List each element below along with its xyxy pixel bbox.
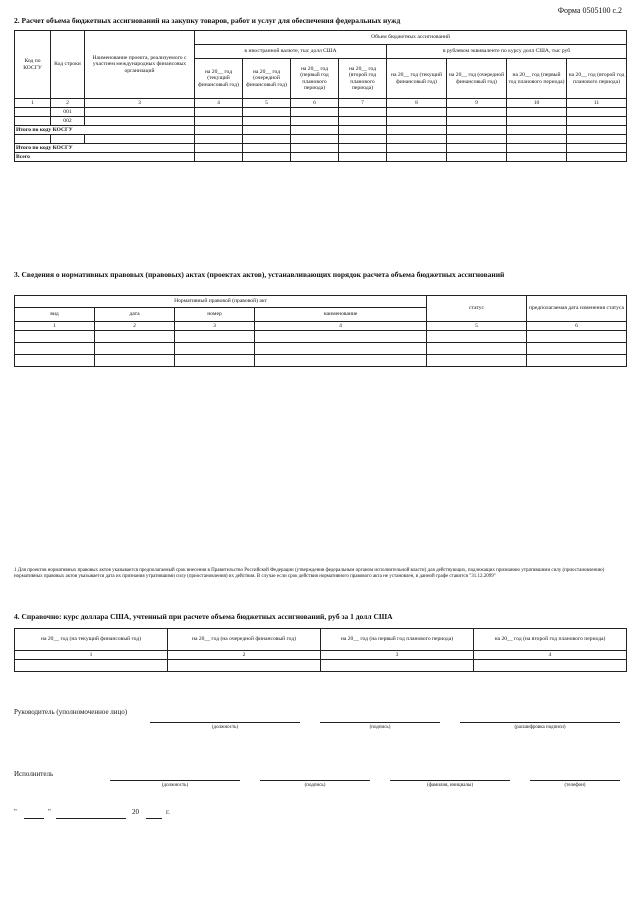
rate-cell[interactable]	[474, 660, 627, 672]
col-num: 4	[255, 322, 427, 331]
table-cell[interactable]	[447, 135, 507, 144]
executor-signature-caption: (подпись)	[304, 783, 326, 788]
table-cell[interactable]	[567, 135, 627, 144]
table-cell[interactable]	[291, 117, 339, 126]
table-cell[interactable]	[427, 355, 527, 367]
table-cell[interactable]	[387, 153, 447, 162]
table-cell[interactable]	[95, 331, 175, 343]
h-rub-first: на 20__ год (первый год планового периода)	[507, 59, 567, 99]
row-code: 002	[51, 117, 85, 126]
rate-cell[interactable]	[168, 660, 321, 672]
section2-table	[14, 30, 627, 162]
h-foreign-second: на 20__ год (второй год планового периода)	[339, 59, 387, 99]
table-cell[interactable]	[175, 343, 255, 355]
col-num: 1	[15, 651, 168, 660]
table-cell[interactable]	[507, 144, 567, 153]
h-kosgu: Код по КОСГУ	[15, 31, 51, 99]
table-cell[interactable]	[243, 108, 291, 117]
grand-total-label: Всего	[15, 153, 195, 162]
table-cell[interactable]	[339, 126, 387, 135]
table-cell[interactable]	[567, 144, 627, 153]
date-open-quote: "	[14, 808, 17, 816]
executor-phone-line[interactable]	[530, 780, 620, 781]
executor-signature-line[interactable]	[260, 780, 370, 781]
col-num: 1	[15, 99, 51, 108]
col-num: 10	[507, 99, 567, 108]
table-cell[interactable]	[567, 153, 627, 162]
col-num: 4	[474, 651, 627, 660]
table-cell[interactable]	[51, 135, 85, 144]
table-cell[interactable]	[15, 343, 95, 355]
table-cell[interactable]	[507, 117, 567, 126]
table-cell[interactable]	[567, 117, 627, 126]
table-cell[interactable]	[507, 108, 567, 117]
section3-table	[14, 295, 627, 367]
h-number: номер	[175, 308, 255, 322]
table-cell[interactable]	[243, 135, 291, 144]
table-cell[interactable]	[567, 126, 627, 135]
table-cell[interactable]	[339, 144, 387, 153]
total-kosgu-label: Итого по коду КОСГУ	[15, 126, 195, 135]
table-cell[interactable]	[255, 355, 427, 367]
head-decoding-line[interactable]	[460, 722, 620, 723]
section4-title: 4. Справочно: курс доллара США, учтенный при расчете объема бюджетных ассигнований, руб за 1 долл США	[14, 612, 393, 621]
footnote: 1 Для проектов нормативных правовых актов указывается предполагаемый срок внесения в Правительство Российской Федерации (утверждения федеральным органом исполнительной власти) для действующих, подлежащих признанию утратившими силу (приостановлению) нормативных правовых актов указывается дата их признания утратившими силу (приостановления) их действия. В случае если срок действия нормативного правового акта не установлен, в данной графе ставится "31.12.2099"	[14, 568, 605, 580]
h-rub-current: на 20__ год (текущий финансовый год)	[387, 59, 447, 99]
table-cell[interactable]	[447, 126, 507, 135]
head-label: Руководитель (уполномоченное лицо)	[14, 708, 128, 716]
head-signature-line[interactable]	[320, 722, 440, 723]
table-cell[interactable]	[527, 343, 627, 355]
table-cell[interactable]	[447, 153, 507, 162]
form-code: Форма 0505100 с.2	[557, 6, 622, 15]
table-cell[interactable]	[291, 153, 339, 162]
h-name: наименование	[255, 308, 427, 322]
table-cell[interactable]	[291, 144, 339, 153]
h-rub-next: на 20__ год (очередной финансовый год)	[447, 59, 507, 99]
rate-cell[interactable]	[321, 660, 474, 672]
col-num: 2	[168, 651, 321, 660]
table-cell[interactable]	[291, 108, 339, 117]
table-cell[interactable]	[195, 153, 243, 162]
h-foreign-current: на 20__ год (текущий финансовый год)	[195, 59, 243, 99]
table-cell[interactable]	[15, 117, 51, 126]
col-num: 8	[387, 99, 447, 108]
table-cell[interactable]	[15, 331, 95, 343]
table-cell[interactable]	[15, 355, 95, 367]
col-num: 11	[567, 99, 627, 108]
h-rate-y2: на 20__ год (на очередной финансовый год)	[168, 629, 321, 651]
table-cell[interactable]	[243, 144, 291, 153]
table-cell[interactable]	[507, 126, 567, 135]
table-cell[interactable]	[339, 153, 387, 162]
executor-label: Исполнитель	[14, 770, 54, 778]
h-foreign-next: на 20__ год (очередной финансовый год)	[243, 59, 291, 99]
executor-fio-caption: (фамилия, инициалы)	[426, 783, 474, 788]
col-num: 3	[85, 99, 195, 108]
col-num: 2	[51, 99, 85, 108]
table-cell[interactable]	[95, 355, 175, 367]
table-cell[interactable]	[95, 343, 175, 355]
table-cell[interactable]	[85, 135, 195, 144]
date-close-quote: "	[48, 808, 51, 816]
h-rate-y1: на 20__ год (на текущий финансовый год)	[15, 629, 168, 651]
table-cell[interactable]	[291, 135, 339, 144]
table-cell[interactable]	[447, 108, 507, 117]
total-kosgu-label: Итого по коду КОСГУ	[15, 144, 195, 153]
col-num: 6	[527, 322, 627, 331]
head-position-caption: (должность)	[211, 725, 239, 730]
h-project: Наименование проекта, реализуемого с участием международных финансовых организаций	[85, 31, 195, 99]
table-cell[interactable]	[427, 331, 527, 343]
h-foreign: в иностранной валюте, тыс долл США	[195, 45, 387, 59]
table-cell[interactable]	[387, 144, 447, 153]
section2-title: 2. Расчет объема бюджетных ассигнований на закупку товаров, работ и услуг для обеспечения федеральных нужд	[14, 16, 401, 25]
executor-fio-line[interactable]	[390, 780, 510, 781]
h-change: предполагаемая дата изменения статуса	[527, 296, 627, 322]
section3-title: 3. Сведения о нормативных правовых (правовых) актах (проектах актов), устанавливающих порядок расчета объема бюджетных ассигнований	[14, 270, 505, 279]
executor-phone-caption: (телефон)	[564, 783, 586, 788]
table-cell[interactable]	[507, 153, 567, 162]
h-act: Нормативный правовой (правовой) акт	[15, 296, 427, 308]
col-num: 5	[243, 99, 291, 108]
col-num: 6	[291, 99, 339, 108]
h-type: вид	[15, 308, 95, 322]
table-cell[interactable]	[387, 126, 447, 135]
h-foreign-first: на 20__ год (первый год планового периода)	[291, 59, 339, 99]
table-cell[interactable]	[195, 117, 243, 126]
h-status: статус	[427, 296, 527, 322]
date-year: 20	[132, 808, 139, 816]
h-rub-second: на 20__ год (второй год планового периода)	[567, 59, 627, 99]
table-cell[interactable]	[175, 355, 255, 367]
head-position-line[interactable]	[150, 722, 300, 723]
h-rub: в рублевом эквиваленте по курсу долл США, тыс руб	[387, 45, 627, 59]
col-num: 2	[95, 322, 175, 331]
section4-table	[14, 628, 627, 672]
table-cell[interactable]	[527, 331, 627, 343]
table-cell[interactable]	[85, 108, 195, 117]
col-num: 7	[339, 99, 387, 108]
col-num: 5	[427, 322, 527, 331]
table-cell[interactable]	[291, 126, 339, 135]
head-decoding-caption: (расшифровка подписи)	[514, 725, 566, 730]
table-cell[interactable]	[15, 135, 51, 144]
table-cell[interactable]	[243, 153, 291, 162]
h-rate-y4: на 20__ год (на второй год планового периода)	[474, 629, 627, 651]
table-cell[interactable]	[447, 117, 507, 126]
table-cell[interactable]	[195, 126, 243, 135]
executor-position-line[interactable]	[110, 780, 240, 781]
executor-position-caption: (должность)	[161, 783, 189, 788]
date-day-line[interactable]	[24, 818, 44, 819]
table-cell[interactable]	[427, 343, 527, 355]
table-cell[interactable]	[243, 117, 291, 126]
col-num: 1	[15, 322, 95, 331]
h-rate-y3: на 20__ год (на первый год планового периода)	[321, 629, 474, 651]
h-date: дата	[95, 308, 175, 322]
head-signature-caption: (подпись)	[369, 725, 391, 730]
h-code: Код строки	[51, 31, 85, 99]
table-cell[interactable]	[195, 144, 243, 153]
table-cell[interactable]	[243, 126, 291, 135]
rate-cell[interactable]	[15, 660, 168, 672]
table-cell[interactable]	[527, 355, 627, 367]
table-cell[interactable]	[387, 117, 447, 126]
table-cell[interactable]	[339, 135, 387, 144]
table-cell[interactable]	[195, 108, 243, 117]
table-cell[interactable]	[339, 117, 387, 126]
table-cell[interactable]	[15, 108, 51, 117]
table-cell[interactable]	[387, 135, 447, 144]
table-cell[interactable]	[175, 331, 255, 343]
table-cell[interactable]	[85, 117, 195, 126]
date-year-line[interactable]	[146, 818, 162, 819]
table-cell[interactable]	[387, 108, 447, 117]
col-num: 9	[447, 99, 507, 108]
col-num: 3	[321, 651, 474, 660]
date-suffix: г.	[166, 808, 170, 816]
table-cell[interactable]	[255, 331, 427, 343]
table-cell[interactable]	[507, 135, 567, 144]
col-num: 3	[175, 322, 255, 331]
col-num: 4	[195, 99, 243, 108]
table-cell[interactable]	[195, 135, 243, 144]
h-volume: Объем бюджетных ассигнований	[195, 31, 627, 45]
table-cell[interactable]	[567, 108, 627, 117]
date-month-line[interactable]	[56, 818, 126, 819]
table-cell[interactable]	[447, 144, 507, 153]
table-cell[interactable]	[339, 108, 387, 117]
row-code: 001	[51, 108, 85, 117]
table-cell[interactable]	[255, 343, 427, 355]
